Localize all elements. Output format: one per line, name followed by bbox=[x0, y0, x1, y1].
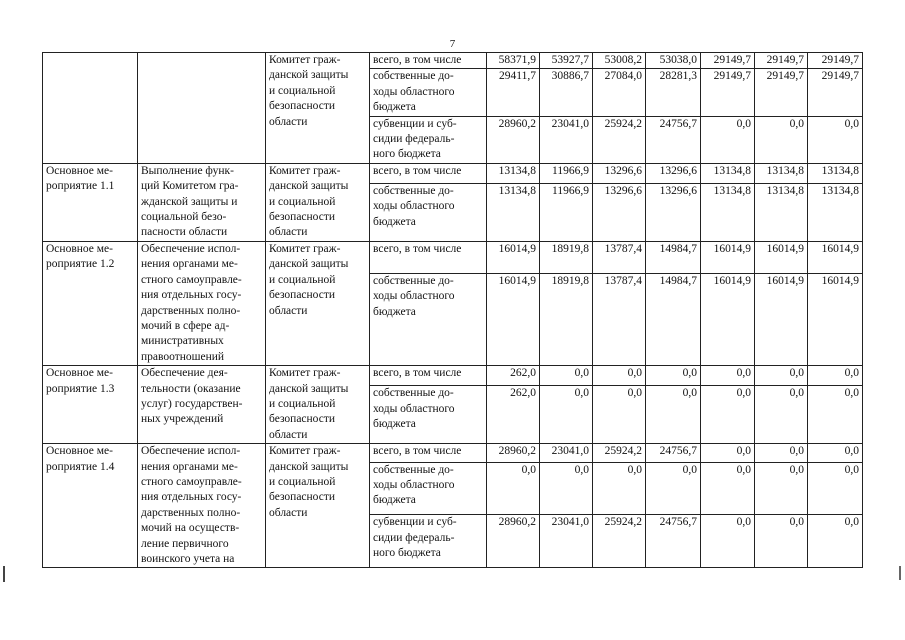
value-cell: 53008,2 bbox=[593, 53, 646, 69]
value-cell: 16014,9 bbox=[808, 241, 863, 273]
description-cell: Обеспечение испол- нения органами ме- стного самоуправле- ния отдельных госу- дарственных полно- мочий на осуществ- ление первичного воинского учета на bbox=[138, 444, 266, 568]
value-cell: 25924,2 bbox=[593, 515, 646, 568]
funding-source-cell: субвенции и суб- сидии федераль- ного бюджета bbox=[370, 116, 487, 163]
value-cell: 0,0 bbox=[755, 366, 808, 386]
value-cell: 53038,0 bbox=[646, 53, 701, 69]
funding-source-cell: собственные до- ходы областного бюджета bbox=[370, 273, 487, 365]
funding-source-cell: субвенции и суб- сидии федераль- ного бюджета bbox=[370, 515, 487, 568]
value-cell: 0,0 bbox=[701, 116, 755, 163]
scan-edge-mark-left bbox=[3, 566, 5, 582]
value-cell: 0,0 bbox=[593, 386, 646, 444]
funding-source-cell: всего, в том числе bbox=[370, 53, 487, 69]
value-cell: 262,0 bbox=[487, 386, 540, 444]
description-cell: Выполнение функ- ций Комитетом гра- жданской защиты и социальной безо- пасности области bbox=[138, 163, 266, 241]
value-cell: 0,0 bbox=[755, 386, 808, 444]
table-body bbox=[43, 53, 863, 568]
value-cell: 29149,7 bbox=[808, 53, 863, 69]
value-cell: 13134,8 bbox=[487, 163, 540, 183]
value-cell: 28960,2 bbox=[487, 515, 540, 568]
value-cell: 28960,2 bbox=[487, 444, 540, 462]
value-cell: 0,0 bbox=[701, 462, 755, 515]
value-cell: 16014,9 bbox=[755, 273, 808, 365]
value-cell: 14984,7 bbox=[646, 241, 701, 273]
value-cell: 24756,7 bbox=[646, 515, 701, 568]
value-cell: 0,0 bbox=[540, 366, 593, 386]
value-cell: 14984,7 bbox=[646, 273, 701, 365]
value-cell: 29149,7 bbox=[755, 69, 808, 116]
value-cell: 13134,8 bbox=[808, 183, 863, 241]
value-cell: 0,0 bbox=[701, 444, 755, 462]
value-cell: 18919,8 bbox=[540, 273, 593, 365]
value-cell: 23041,0 bbox=[540, 515, 593, 568]
funding-source-cell: собственные до- ходы областного бюджета bbox=[370, 462, 487, 515]
value-cell: 28281,3 bbox=[646, 69, 701, 116]
table-row bbox=[43, 241, 863, 273]
value-cell: 0,0 bbox=[701, 515, 755, 568]
value-cell: 29149,7 bbox=[755, 53, 808, 69]
activity-cell: Основное ме- роприятие 1.4 bbox=[43, 444, 138, 568]
value-cell: 0,0 bbox=[755, 515, 808, 568]
value-cell: 0,0 bbox=[808, 444, 863, 462]
value-cell: 0,0 bbox=[755, 462, 808, 515]
value-cell: 16014,9 bbox=[487, 273, 540, 365]
funding-source-cell: всего, в том числе bbox=[370, 366, 487, 386]
value-cell: 16014,9 bbox=[808, 273, 863, 365]
value-cell: 13134,8 bbox=[755, 163, 808, 183]
value-cell: 0,0 bbox=[808, 515, 863, 568]
value-cell: 0,0 bbox=[808, 462, 863, 515]
value-cell: 0,0 bbox=[487, 462, 540, 515]
value-cell: 13134,8 bbox=[755, 183, 808, 241]
value-cell: 13296,6 bbox=[646, 183, 701, 241]
value-cell: 0,0 bbox=[701, 386, 755, 444]
value-cell: 16014,9 bbox=[701, 241, 755, 273]
value-cell: 262,0 bbox=[487, 366, 540, 386]
value-cell: 29149,7 bbox=[701, 69, 755, 116]
value-cell: 0,0 bbox=[701, 366, 755, 386]
value-cell: 13134,8 bbox=[701, 183, 755, 241]
value-cell: 16014,9 bbox=[755, 241, 808, 273]
value-cell: 0,0 bbox=[540, 462, 593, 515]
funding-source-cell: всего, в том числе bbox=[370, 241, 487, 273]
value-cell: 11966,9 bbox=[540, 183, 593, 241]
value-cell: 13296,6 bbox=[646, 163, 701, 183]
value-cell: 0,0 bbox=[646, 462, 701, 515]
value-cell: 0,0 bbox=[755, 116, 808, 163]
funding-source-cell: всего, в том числе bbox=[370, 163, 487, 183]
value-cell: 30886,7 bbox=[540, 69, 593, 116]
value-cell: 53927,7 bbox=[540, 53, 593, 69]
value-cell: 0,0 bbox=[593, 366, 646, 386]
value-cell: 0,0 bbox=[755, 444, 808, 462]
activity-cell: Основное ме- роприятие 1.3 bbox=[43, 366, 138, 444]
value-cell: 0,0 bbox=[808, 116, 863, 163]
value-cell: 24756,7 bbox=[646, 444, 701, 462]
value-cell: 0,0 bbox=[646, 386, 701, 444]
value-cell: 28960,2 bbox=[487, 116, 540, 163]
value-cell: 13787,4 bbox=[593, 273, 646, 365]
budget-table bbox=[42, 52, 863, 568]
executor-cell: Комитет граж- данской защиты и социальной безопасности области bbox=[266, 163, 370, 241]
table-row bbox=[43, 366, 863, 386]
value-cell: 18919,8 bbox=[540, 241, 593, 273]
value-cell: 0,0 bbox=[540, 386, 593, 444]
value-cell: 13296,6 bbox=[593, 163, 646, 183]
value-cell: 16014,9 bbox=[487, 241, 540, 273]
value-cell: 58371,9 bbox=[487, 53, 540, 69]
table-row bbox=[43, 53, 863, 69]
value-cell: 13296,6 bbox=[593, 183, 646, 241]
page-number: 7 bbox=[449, 38, 456, 50]
value-cell: 0,0 bbox=[646, 366, 701, 386]
value-cell: 0,0 bbox=[593, 462, 646, 515]
value-cell: 24756,7 bbox=[646, 116, 701, 163]
value-cell: 27084,0 bbox=[593, 69, 646, 116]
executor-cell: Комитет граж- данской защиты и социальной безопасности области bbox=[266, 53, 370, 164]
description-cell bbox=[138, 53, 266, 164]
table-row bbox=[43, 163, 863, 183]
description-cell: Обеспечение испол- нения органами ме- стного самоуправле- ния отдельных госу- дарственных полно- мочий в сфере ад- министративных правоотношений bbox=[138, 241, 266, 365]
value-cell: 13134,8 bbox=[487, 183, 540, 241]
value-cell: 13134,8 bbox=[808, 163, 863, 183]
value-cell: 23041,0 bbox=[540, 444, 593, 462]
value-cell: 0,0 bbox=[808, 366, 863, 386]
value-cell: 13134,8 bbox=[701, 163, 755, 183]
funding-source-cell: собственные до- ходы областного бюджета bbox=[370, 69, 487, 116]
value-cell: 25924,2 bbox=[593, 116, 646, 163]
activity-cell: Основное ме- роприятие 1.1 bbox=[43, 163, 138, 241]
value-cell: 16014,9 bbox=[701, 273, 755, 365]
funding-source-cell: всего, в том числе bbox=[370, 444, 487, 462]
value-cell: 29411,7 bbox=[487, 69, 540, 116]
value-cell: 25924,2 bbox=[593, 444, 646, 462]
activity-cell bbox=[43, 53, 138, 164]
executor-cell: Комитет граж- данской защиты и социальной безопасности области bbox=[266, 444, 370, 568]
scan-edge-mark-right bbox=[899, 566, 901, 580]
value-cell: 0,0 bbox=[808, 386, 863, 444]
value-cell: 11966,9 bbox=[540, 163, 593, 183]
table-row bbox=[43, 444, 863, 462]
value-cell: 29149,7 bbox=[701, 53, 755, 69]
executor-cell: Комитет граж- данской защиты и социальной безопасности области bbox=[266, 366, 370, 444]
funding-source-cell: собственные до- ходы областного бюджета bbox=[370, 386, 487, 444]
value-cell: 23041,0 bbox=[540, 116, 593, 163]
executor-cell: Комитет граж- данской защиты и социальной безопасности области bbox=[266, 241, 370, 365]
value-cell: 13787,4 bbox=[593, 241, 646, 273]
funding-source-cell: собственные до- ходы областного бюджета bbox=[370, 183, 487, 241]
value-cell: 29149,7 bbox=[808, 69, 863, 116]
activity-cell: Основное ме- роприятие 1.2 bbox=[43, 241, 138, 365]
description-cell: Обеспечение дея- тельности (оказание услуг) государствен- ных учреждений bbox=[138, 366, 266, 444]
